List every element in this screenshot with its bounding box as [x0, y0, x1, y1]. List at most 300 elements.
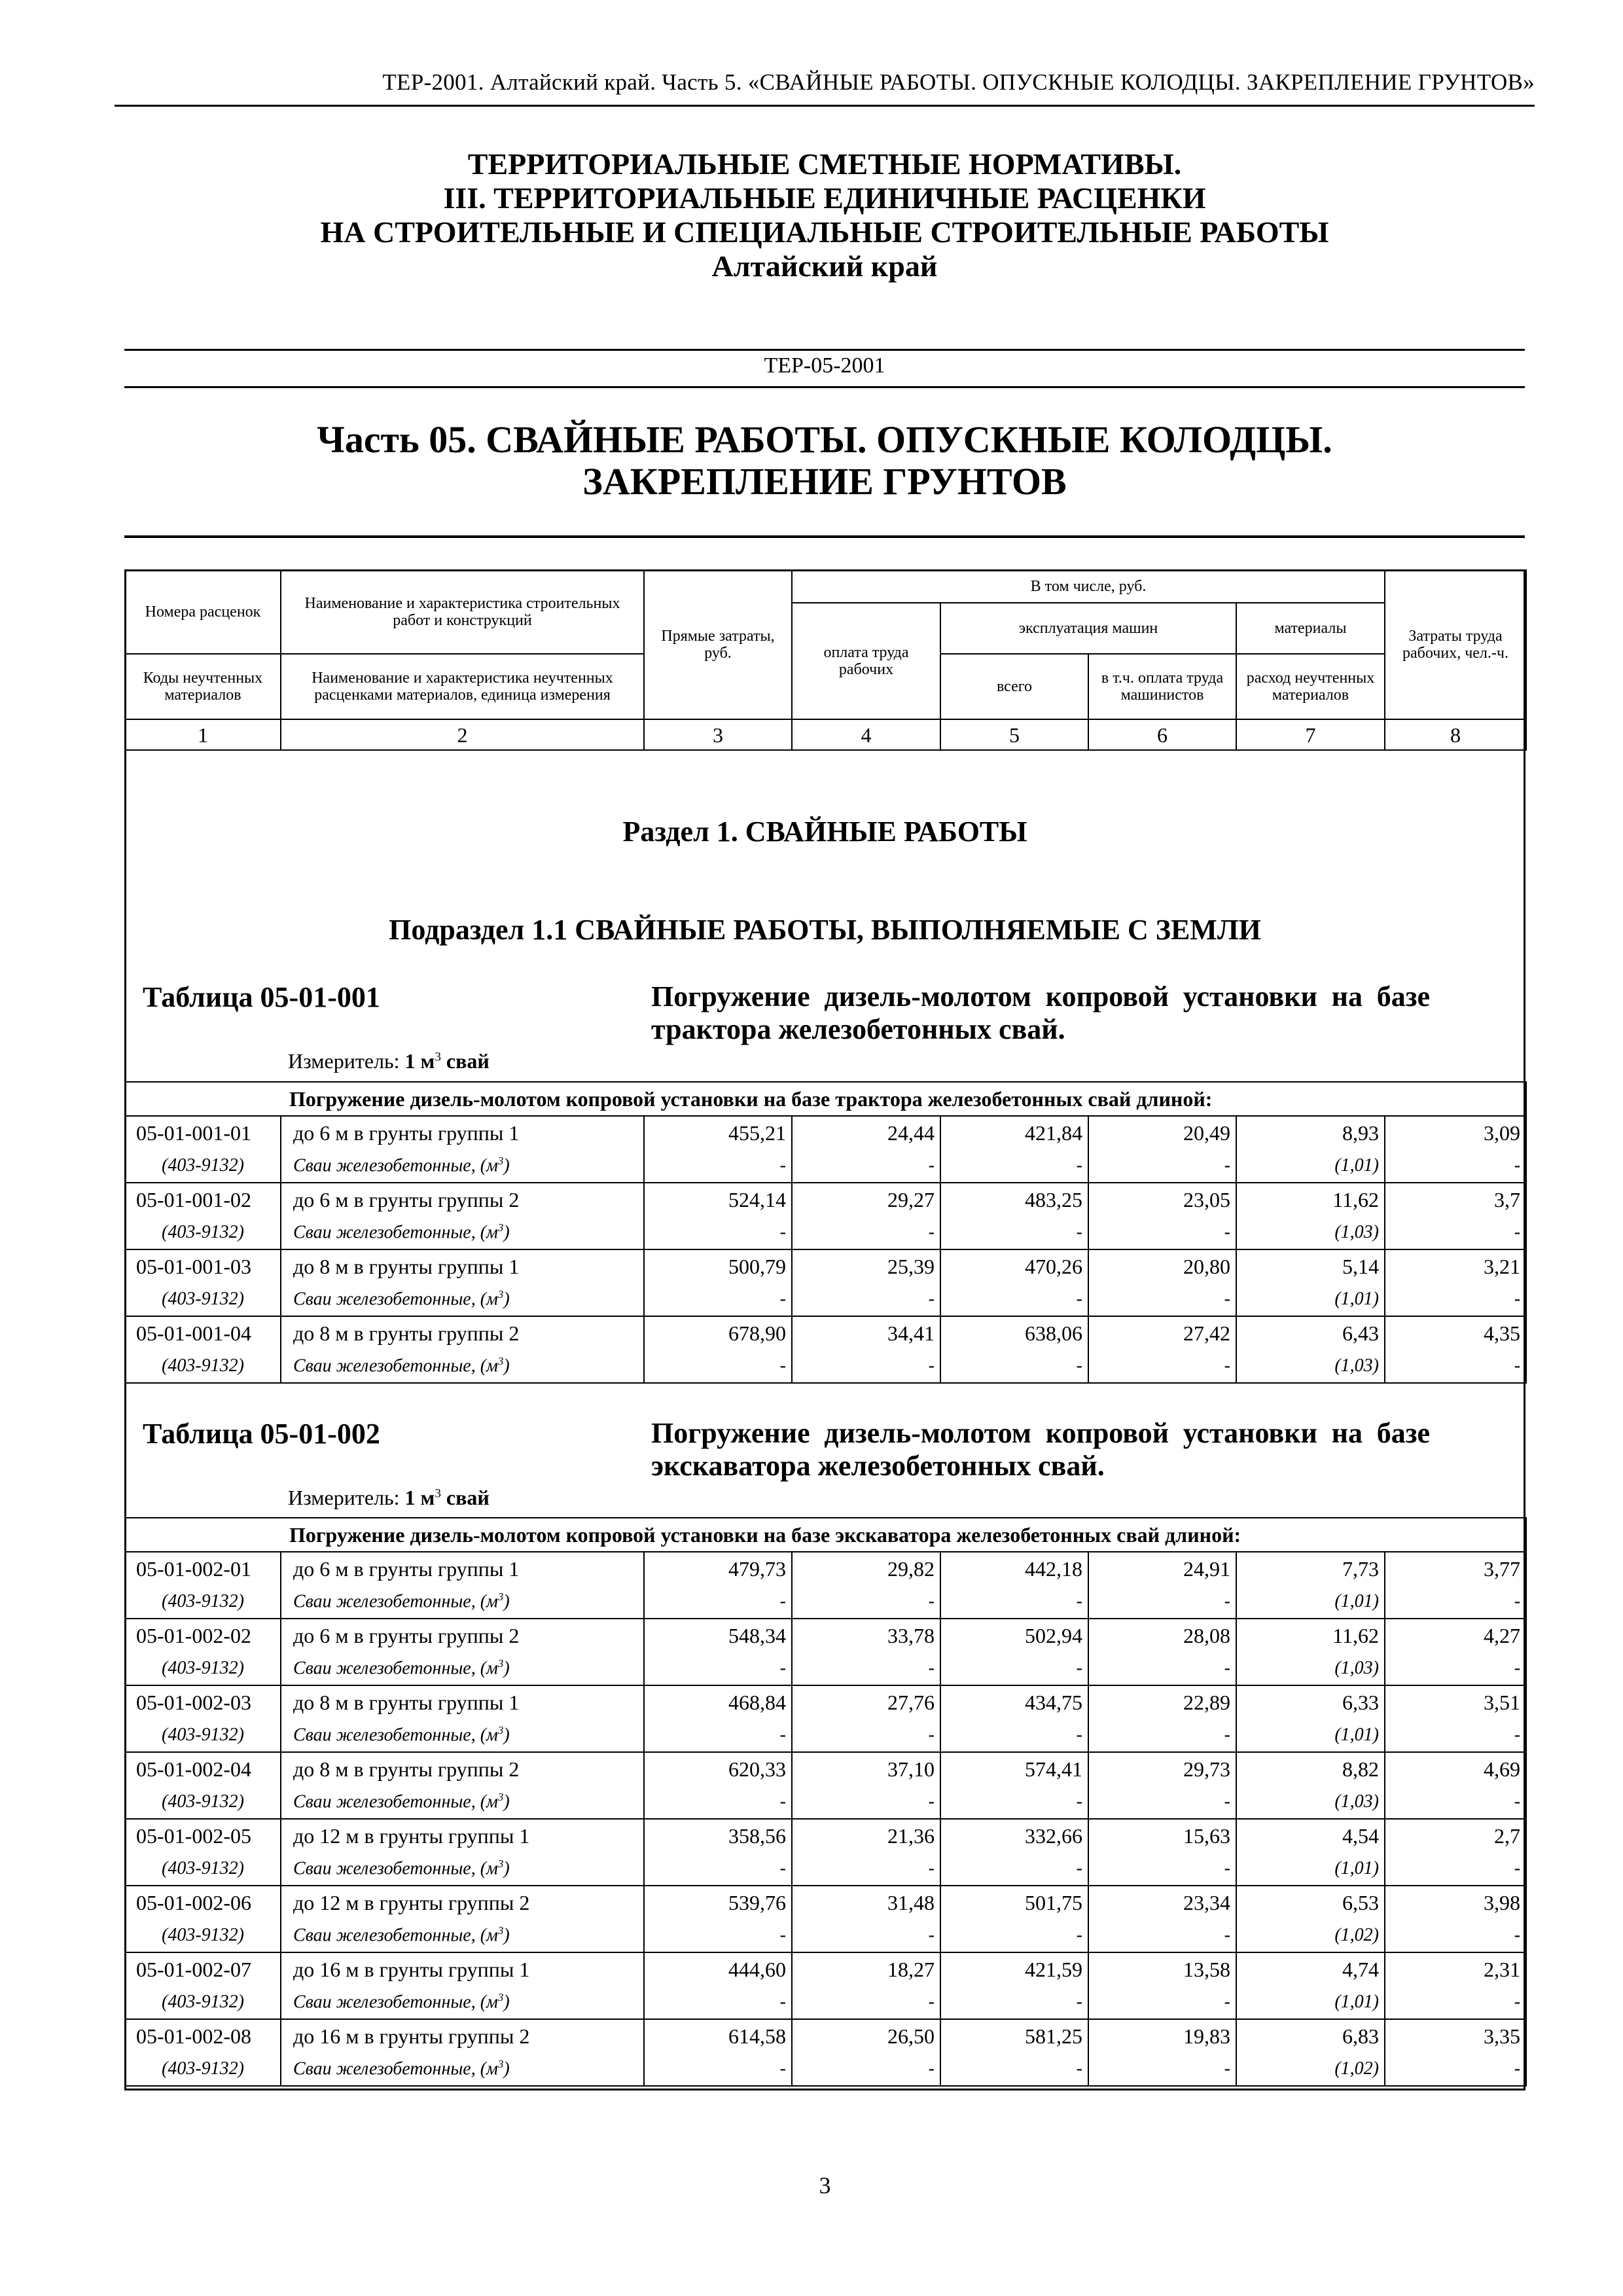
- labor-cost: 27,76: [792, 1685, 940, 1719]
- labor-cost: 37,10: [792, 1752, 940, 1785]
- material-dash: -: [1088, 1585, 1236, 1619]
- material-dash: -: [1385, 1852, 1526, 1886]
- labor-hours: 3,7: [1385, 1183, 1526, 1216]
- labor-cost: 18,27: [792, 1952, 940, 1986]
- material-name: [281, 2053, 644, 2086]
- material-dash: -: [1385, 1216, 1526, 1249]
- meter-sup: 3: [435, 1486, 441, 1501]
- rate-code: 05-01-002-05: [125, 1819, 281, 1852]
- work-name: до 6 м в грунты группы 1: [281, 1552, 644, 1585]
- meter-unit: свай: [440, 1049, 490, 1073]
- labor-cost: 29,27: [792, 1183, 940, 1216]
- material-name-close: ): [503, 1289, 510, 1310]
- machine-cost-total: 638,06: [940, 1316, 1088, 1350]
- material-dash: -: [940, 1652, 1088, 1685]
- material-dash: -: [1385, 1585, 1526, 1619]
- material-name-text: Сваи железобетонные, (м: [293, 1658, 498, 1679]
- part-rule: [124, 535, 1525, 538]
- machine-cost-total: 442,18: [940, 1552, 1088, 1585]
- machine-cost-total: 332,66: [940, 1819, 1088, 1852]
- material-dash: -: [792, 1585, 940, 1619]
- material-consumption: (1,03): [1236, 1350, 1385, 1383]
- machinist-labor-cost: 20,49: [1088, 1116, 1236, 1149]
- direct-cost: 539,76: [644, 1886, 792, 1919]
- column-number: 7: [1236, 719, 1385, 750]
- material-consumption: (1,03): [1236, 1785, 1385, 1819]
- material-unit-sup: 3: [497, 1657, 504, 1670]
- direct-cost: 548,34: [644, 1619, 792, 1652]
- material-dash: -: [1385, 1919, 1526, 1952]
- machine-cost-total: 581,25: [940, 2019, 1088, 2053]
- material-unit-sup: 3: [497, 1288, 504, 1301]
- material-unit-sup: 3: [497, 1355, 504, 1368]
- material-dash: -: [940, 2053, 1088, 2086]
- work-name: до 6 м в грунты группы 2: [281, 1619, 644, 1652]
- material-dash: -: [940, 1149, 1088, 1183]
- materials-cost: 11,62: [1236, 1619, 1385, 1652]
- material-dash: -: [792, 1149, 940, 1183]
- material-dash: -: [1088, 2053, 1236, 2086]
- material-unit-sup: 3: [497, 1791, 504, 1804]
- material-dash: -: [940, 1986, 1088, 2019]
- materials-cost: 11,62: [1236, 1183, 1385, 1216]
- title-line-1: ТЕРРИТОРИАЛЬНЫЕ СМЕТНЫЕ НОРМАТИВЫ.: [467, 147, 1182, 181]
- material-unit-sup: 3: [497, 1991, 504, 2004]
- work-name: до 6 м в грунты группы 1: [281, 1116, 644, 1149]
- table-row: [125, 1685, 1526, 1719]
- material-name-text: Сваи железобетонные, (м: [293, 1725, 498, 1746]
- material-dash: -: [940, 1852, 1088, 1886]
- title-region: Алтайский край: [711, 249, 938, 283]
- title-line-3: НА СТРОИТЕЛЬНЫЕ И СПЕЦИАЛЬНЫЕ СТРОИТЕЛЬНЫЕ РАБОТЫ: [320, 215, 1329, 249]
- material-dash: -: [644, 1283, 792, 1316]
- material-consumption: (1,01): [1236, 1283, 1385, 1316]
- labor-cost: 29,82: [792, 1552, 940, 1585]
- material-unit-sup: 3: [497, 1221, 504, 1234]
- material-name-text: Сваи железобетонные, (м: [293, 1858, 498, 1879]
- work-name: до 8 м в грунты группы 1: [281, 1685, 644, 1719]
- material-dash: -: [940, 1283, 1088, 1316]
- material-row: [125, 1216, 1526, 1249]
- material-dash: -: [644, 1652, 792, 1685]
- material-dash: -: [644, 1350, 792, 1383]
- table-row: [125, 1952, 1526, 1986]
- header-col5: всего: [940, 654, 1088, 719]
- material-consumption: (1,03): [1236, 1652, 1385, 1685]
- material-unit-sup: 3: [497, 2058, 504, 2071]
- rate-code: 05-01-001-02: [125, 1183, 281, 1216]
- meter-value: 1 м: [404, 1486, 435, 1509]
- material-dash: -: [792, 1216, 940, 1249]
- machinist-labor-cost: 23,34: [1088, 1886, 1236, 1919]
- material-unit-sup: 3: [497, 1924, 504, 1937]
- material-name-text: Сваи железобетонные, (м: [293, 1155, 498, 1176]
- material-dash: -: [1088, 1719, 1236, 1752]
- material-row: [125, 1719, 1526, 1752]
- material-dash: -: [1385, 1350, 1526, 1383]
- rate-code: 05-01-002-08: [125, 2019, 281, 2053]
- material-name-close: ): [503, 1155, 510, 1176]
- labor-hours: 3,21: [1385, 1249, 1526, 1283]
- material-dash: -: [644, 1216, 792, 1249]
- material-name-text: Сваи железобетонные, (м: [293, 1791, 498, 1812]
- column-number: 2: [281, 719, 644, 750]
- document-code: ТЕР-05-2001: [764, 353, 885, 378]
- code-rule-bottom: [124, 386, 1525, 388]
- material-consumption: (1,01): [1236, 1149, 1385, 1183]
- header-col1-top: Номера расценок: [125, 570, 281, 654]
- material-row: [125, 1585, 1526, 1619]
- material-dash: -: [940, 1350, 1088, 1383]
- material-name: [281, 1785, 644, 1819]
- machinist-labor-cost: 22,89: [1088, 1685, 1236, 1719]
- material-dash: -: [792, 1919, 940, 1952]
- material-code: (403-9132): [125, 1652, 281, 1685]
- labor-hours: 4,69: [1385, 1752, 1526, 1785]
- header-col3: Прямые затраты, руб.: [644, 570, 792, 719]
- material-name: [281, 1585, 644, 1619]
- material-unit-sup: 3: [497, 1155, 504, 1168]
- section-title: Раздел 1. СВАЙНЫЕ РАБОТЫ: [622, 816, 1027, 848]
- material-dash: -: [1385, 1986, 1526, 2019]
- part-title: [124, 419, 1525, 503]
- material-dash: -: [644, 1719, 792, 1752]
- rate-code: 05-01-002-07: [125, 1952, 281, 1986]
- labor-cost: 21,36: [792, 1819, 940, 1852]
- material-dash: -: [1088, 1652, 1236, 1685]
- header-col2-bottom: Наименование и характеристика неучтенных расценками материалов, единица измерения: [281, 654, 644, 719]
- direct-cost: 479,73: [644, 1552, 792, 1585]
- table-header: [124, 569, 1527, 751]
- materials-cost: 6,43: [1236, 1316, 1385, 1350]
- machinist-labor-cost: 13,58: [1088, 1952, 1236, 1986]
- material-code: (403-9132): [125, 1919, 281, 1952]
- material-row: [125, 1852, 1526, 1886]
- material-name-close: ): [503, 1222, 510, 1243]
- machinist-labor-cost: 29,73: [1088, 1752, 1236, 1785]
- material-row: [125, 1283, 1526, 1316]
- labor-cost: 34,41: [792, 1316, 940, 1350]
- page-number: 3: [819, 2172, 831, 2198]
- machine-cost-total: 421,59: [940, 1952, 1088, 1986]
- material-dash: -: [1385, 1652, 1526, 1685]
- direct-cost: 455,21: [644, 1116, 792, 1149]
- material-dash: -: [792, 1283, 940, 1316]
- meter-label: Измеритель:: [288, 1049, 400, 1073]
- material-row: [125, 2053, 1526, 2086]
- material-name-text: Сваи железобетонные, (м: [293, 1355, 498, 1376]
- table-row: [125, 1183, 1526, 1216]
- labor-hours: 2,7: [1385, 1819, 1526, 1852]
- part-title-line-1: Часть 05. СВАЙНЫЕ РАБОТЫ. ОПУСКНЫЕ КОЛОДЦЫ.: [317, 418, 1332, 461]
- header-including: В том числе, руб.: [792, 570, 1385, 603]
- work-name: до 8 м в грунты группы 2: [281, 1752, 644, 1785]
- material-name-close: ): [503, 1925, 510, 1946]
- labor-hours: 4,27: [1385, 1619, 1526, 1652]
- material-dash: -: [792, 1785, 940, 1819]
- materials-cost: 5,14: [1236, 1249, 1385, 1283]
- material-dash: -: [1088, 1350, 1236, 1383]
- part-title-line-2: ЗАКРЕПЛЕНИЕ ГРУНТОВ: [582, 460, 1067, 503]
- table-row: [125, 1552, 1526, 1585]
- direct-cost: 614,58: [644, 2019, 792, 2053]
- table-intro: Погружение дизель-молотом копровой установки на базе трактора железобетонных свай длиной:: [125, 1082, 1526, 1116]
- labor-hours: 4,35: [1385, 1316, 1526, 1350]
- work-name: до 16 м в грунты группы 2: [281, 2019, 644, 2053]
- material-code: (403-9132): [125, 2053, 281, 2086]
- machine-cost-total: 421,84: [940, 1116, 1088, 1149]
- material-name-text: Сваи железобетонные, (м: [293, 1591, 498, 1612]
- labor-cost: 25,39: [792, 1249, 940, 1283]
- material-consumption: (1,01): [1236, 1585, 1385, 1619]
- column-number: 6: [1088, 719, 1236, 750]
- material-unit-sup: 3: [497, 1857, 504, 1871]
- material-name-close: ): [503, 1791, 510, 1812]
- material-dash: -: [644, 1149, 792, 1183]
- material-name-text: Сваи железобетонные, (м: [293, 1925, 498, 1946]
- material-dash: -: [644, 1785, 792, 1819]
- material-name-close: ): [503, 2058, 510, 2079]
- work-name: до 12 м в грунты группы 2: [281, 1886, 644, 1919]
- materials-cost: 8,82: [1236, 1752, 1385, 1785]
- material-name: [281, 1919, 644, 1952]
- materials-cost: 7,73: [1236, 1552, 1385, 1585]
- material-name: [281, 1852, 644, 1886]
- material-name-text: Сваи железобетонные, (м: [293, 1222, 498, 1243]
- machine-cost-total: 574,41: [940, 1752, 1088, 1785]
- material-row: [125, 1785, 1526, 1819]
- rate-code: 05-01-002-04: [125, 1752, 281, 1785]
- materials-cost: 6,83: [1236, 2019, 1385, 2053]
- material-dash: -: [940, 1585, 1088, 1619]
- direct-cost: 620,33: [644, 1752, 792, 1785]
- material-dash: -: [792, 1852, 940, 1886]
- rate-code: 05-01-001-01: [125, 1116, 281, 1149]
- material-name: [281, 1652, 644, 1685]
- material-name-close: ): [503, 1355, 510, 1376]
- direct-cost: 444,60: [644, 1952, 792, 1986]
- material-row: [125, 1919, 1526, 1952]
- direct-cost: 358,56: [644, 1819, 792, 1852]
- material-consumption: (1,01): [1236, 1852, 1385, 1886]
- running-header: ТЕР-2001. Алтайский край. Часть 5. «СВАЙНЫЕ РАБОТЫ. ОПУСКНЫЕ КОЛОДЦЫ. ЗАКРЕПЛЕНИЕ ГРУНТОВ»: [382, 69, 1535, 95]
- material-consumption: (1,03): [1236, 1216, 1385, 1249]
- material-dash: -: [792, 1719, 940, 1752]
- labor-cost: 26,50: [792, 2019, 940, 2053]
- material-code: (403-9132): [125, 1719, 281, 1752]
- material-unit-sup: 3: [497, 1590, 504, 1604]
- labor-cost: 24,44: [792, 1116, 940, 1149]
- table-row: [125, 1619, 1526, 1652]
- material-dash: -: [644, 1919, 792, 1952]
- material-name: [281, 1719, 644, 1752]
- material-code: (403-9132): [125, 1852, 281, 1886]
- table-description: Погружение дизель-молотом копровой установки на базе экскаватора железобетонных свай.: [651, 1417, 1430, 1482]
- machinist-labor-cost: 20,80: [1088, 1249, 1236, 1283]
- rate-code: 05-01-002-06: [125, 1886, 281, 1919]
- labor-cost: 33,78: [792, 1619, 940, 1652]
- material-dash: -: [644, 2053, 792, 2086]
- material-dash: -: [1385, 1149, 1526, 1183]
- unit-of-measure: [288, 1049, 490, 1073]
- machinist-labor-cost: 19,83: [1088, 2019, 1236, 2053]
- material-dash: -: [1385, 2053, 1526, 2086]
- labor-hours: 3,51: [1385, 1685, 1526, 1719]
- material-dash: -: [1385, 1283, 1526, 1316]
- table-title: Таблица 05-01-001: [143, 981, 380, 1013]
- machine-cost-total: 502,94: [940, 1619, 1088, 1652]
- column-number: 1: [125, 719, 281, 750]
- labor-hours: 3,77: [1385, 1552, 1526, 1585]
- unit-of-measure: [288, 1486, 490, 1510]
- material-dash: -: [1088, 1852, 1236, 1886]
- material-name-text: Сваи железобетонные, (м: [293, 1289, 498, 1310]
- machinist-labor-cost: 24,91: [1088, 1552, 1236, 1585]
- material-dash: -: [1385, 1785, 1526, 1819]
- material-dash: -: [940, 1216, 1088, 1249]
- material-consumption: (1,01): [1236, 1719, 1385, 1752]
- rate-code: 05-01-002-03: [125, 1685, 281, 1719]
- material-dash: -: [792, 1652, 940, 1685]
- table-description: Погружение дизель-молотом копровой установки на базе трактора железобетонных свай.: [651, 980, 1430, 1045]
- material-row: [125, 1986, 1526, 2019]
- table-row: [125, 1752, 1526, 1785]
- material-dash: -: [644, 1852, 792, 1886]
- column-number: 3: [644, 719, 792, 750]
- labor-hours: 3,09: [1385, 1116, 1526, 1149]
- machine-cost-total: 501,75: [940, 1886, 1088, 1919]
- material-dash: -: [1088, 1919, 1236, 1952]
- subsection-title: Подраздел 1.1 СВАЙНЫЕ РАБОТЫ, ВЫПОЛНЯЕМЫЕ С ЗЕМЛИ: [389, 914, 1261, 946]
- work-name: до 8 м в грунты группы 1: [281, 1249, 644, 1283]
- material-dash: -: [1088, 1149, 1236, 1183]
- materials-cost: 4,54: [1236, 1819, 1385, 1852]
- table-row: [125, 2019, 1526, 2053]
- material-unit-sup: 3: [497, 1724, 504, 1737]
- header-rule: [115, 105, 1535, 107]
- material-name-text: Сваи железобетонные, (м: [293, 2058, 498, 2079]
- material-dash: -: [792, 2053, 940, 2086]
- material-dash: -: [940, 1919, 1088, 1952]
- material-dash: -: [792, 1350, 940, 1383]
- labor-hours: 3,98: [1385, 1886, 1526, 1919]
- material-dash: -: [792, 1986, 940, 2019]
- meter-unit: свай: [440, 1486, 490, 1509]
- material-dash: -: [644, 1986, 792, 2019]
- material-name-close: ): [503, 1658, 510, 1679]
- material-dash: -: [940, 1719, 1088, 1752]
- table-row: [125, 1116, 1526, 1149]
- work-name: до 16 м в грунты группы 1: [281, 1952, 644, 1986]
- material-name: [281, 1350, 644, 1383]
- work-name: до 8 м в грунты группы 2: [281, 1316, 644, 1350]
- materials-cost: 4,74: [1236, 1952, 1385, 1986]
- material-name-close: ): [503, 1992, 510, 2013]
- document-title: [115, 147, 1535, 283]
- material-dash: -: [1088, 1283, 1236, 1316]
- direct-cost: 678,90: [644, 1316, 792, 1350]
- rate-code: 05-01-002-02: [125, 1619, 281, 1652]
- table-row: [125, 1249, 1526, 1283]
- code-rule-top: [124, 349, 1525, 351]
- material-consumption: (1,01): [1236, 1986, 1385, 2019]
- materials-cost: 6,33: [1236, 1685, 1385, 1719]
- material-code: (403-9132): [125, 1585, 281, 1619]
- labor-cost: 31,48: [792, 1886, 940, 1919]
- material-code: (403-9132): [125, 1785, 281, 1819]
- table-row: [125, 1316, 1526, 1350]
- meter-value: 1 м: [404, 1049, 435, 1073]
- material-name: [281, 1216, 644, 1249]
- machinist-labor-cost: 28,08: [1088, 1619, 1236, 1652]
- table-intro: Погружение дизель-молотом копровой установки на базе экскаватора железобетонных свай длиной:: [125, 1518, 1526, 1552]
- material-code: (403-9132): [125, 1350, 281, 1383]
- material-name-close: ): [503, 1725, 510, 1746]
- rate-code: 05-01-001-04: [125, 1316, 281, 1350]
- material-name-text: Сваи железобетонные, (м: [293, 1992, 498, 2013]
- direct-cost: 500,79: [644, 1249, 792, 1283]
- machine-cost-total: 470,26: [940, 1249, 1088, 1283]
- materials-cost: 8,93: [1236, 1116, 1385, 1149]
- machine-cost-total: 434,75: [940, 1685, 1088, 1719]
- header-col2-top: Наименование и характеристика строительных работ и конструкций: [281, 570, 644, 654]
- header-col8: Затраты труда рабочих, чел.-ч.: [1385, 570, 1526, 719]
- rates-table: [124, 1517, 1527, 2087]
- header-machines: эксплуатация машин: [940, 603, 1236, 654]
- material-dash: -: [644, 1585, 792, 1619]
- header-col6: в т.ч. оплата труда машинистов: [1088, 654, 1236, 719]
- material-dash: -: [1385, 1719, 1526, 1752]
- material-code: (403-9132): [125, 1986, 281, 2019]
- material-code: (403-9132): [125, 1283, 281, 1316]
- column-number: 4: [792, 719, 940, 750]
- material-dash: -: [940, 1785, 1088, 1819]
- work-name: до 6 м в грунты группы 2: [281, 1183, 644, 1216]
- material-name: [281, 1283, 644, 1316]
- materials-cost: 6,53: [1236, 1886, 1385, 1919]
- header-col1-bottom: Коды неучтенных материалов: [125, 654, 281, 719]
- column-number: 8: [1385, 719, 1526, 750]
- material-dash: -: [1088, 1986, 1236, 2019]
- table-row: [125, 1886, 1526, 1919]
- labor-hours: 2,31: [1385, 1952, 1526, 1986]
- material-row: [125, 1350, 1526, 1383]
- header-col7: расход неучтенных материалов: [1236, 654, 1385, 719]
- column-number: 5: [940, 719, 1088, 750]
- material-dash: -: [1088, 1216, 1236, 1249]
- material-row: [125, 1149, 1526, 1183]
- machinist-labor-cost: 23,05: [1088, 1183, 1236, 1216]
- rates-table: [124, 1081, 1527, 1384]
- meter-sup: 3: [435, 1050, 441, 1064]
- material-consumption: (1,02): [1236, 2053, 1385, 2086]
- rate-code: 05-01-001-03: [125, 1249, 281, 1283]
- work-name: до 12 м в грунты группы 1: [281, 1819, 644, 1852]
- title-line-2: III. ТЕРРИТОРИАЛЬНЫЕ ЕДИНИЧНЫЕ РАСЦЕНКИ: [443, 181, 1206, 215]
- material-code: (403-9132): [125, 1149, 281, 1183]
- header-materials: материалы: [1236, 603, 1385, 654]
- material-name: [281, 1149, 644, 1183]
- material-name: [281, 1986, 644, 2019]
- material-code: (403-9132): [125, 1216, 281, 1249]
- machinist-labor-cost: 27,42: [1088, 1316, 1236, 1350]
- material-dash: -: [1088, 1785, 1236, 1819]
- meter-label: Измеритель:: [288, 1486, 400, 1509]
- direct-cost: 524,14: [644, 1183, 792, 1216]
- header-col4: оплата труда рабочих: [792, 603, 940, 719]
- material-name-close: ): [503, 1858, 510, 1879]
- machine-cost-total: 483,25: [940, 1183, 1088, 1216]
